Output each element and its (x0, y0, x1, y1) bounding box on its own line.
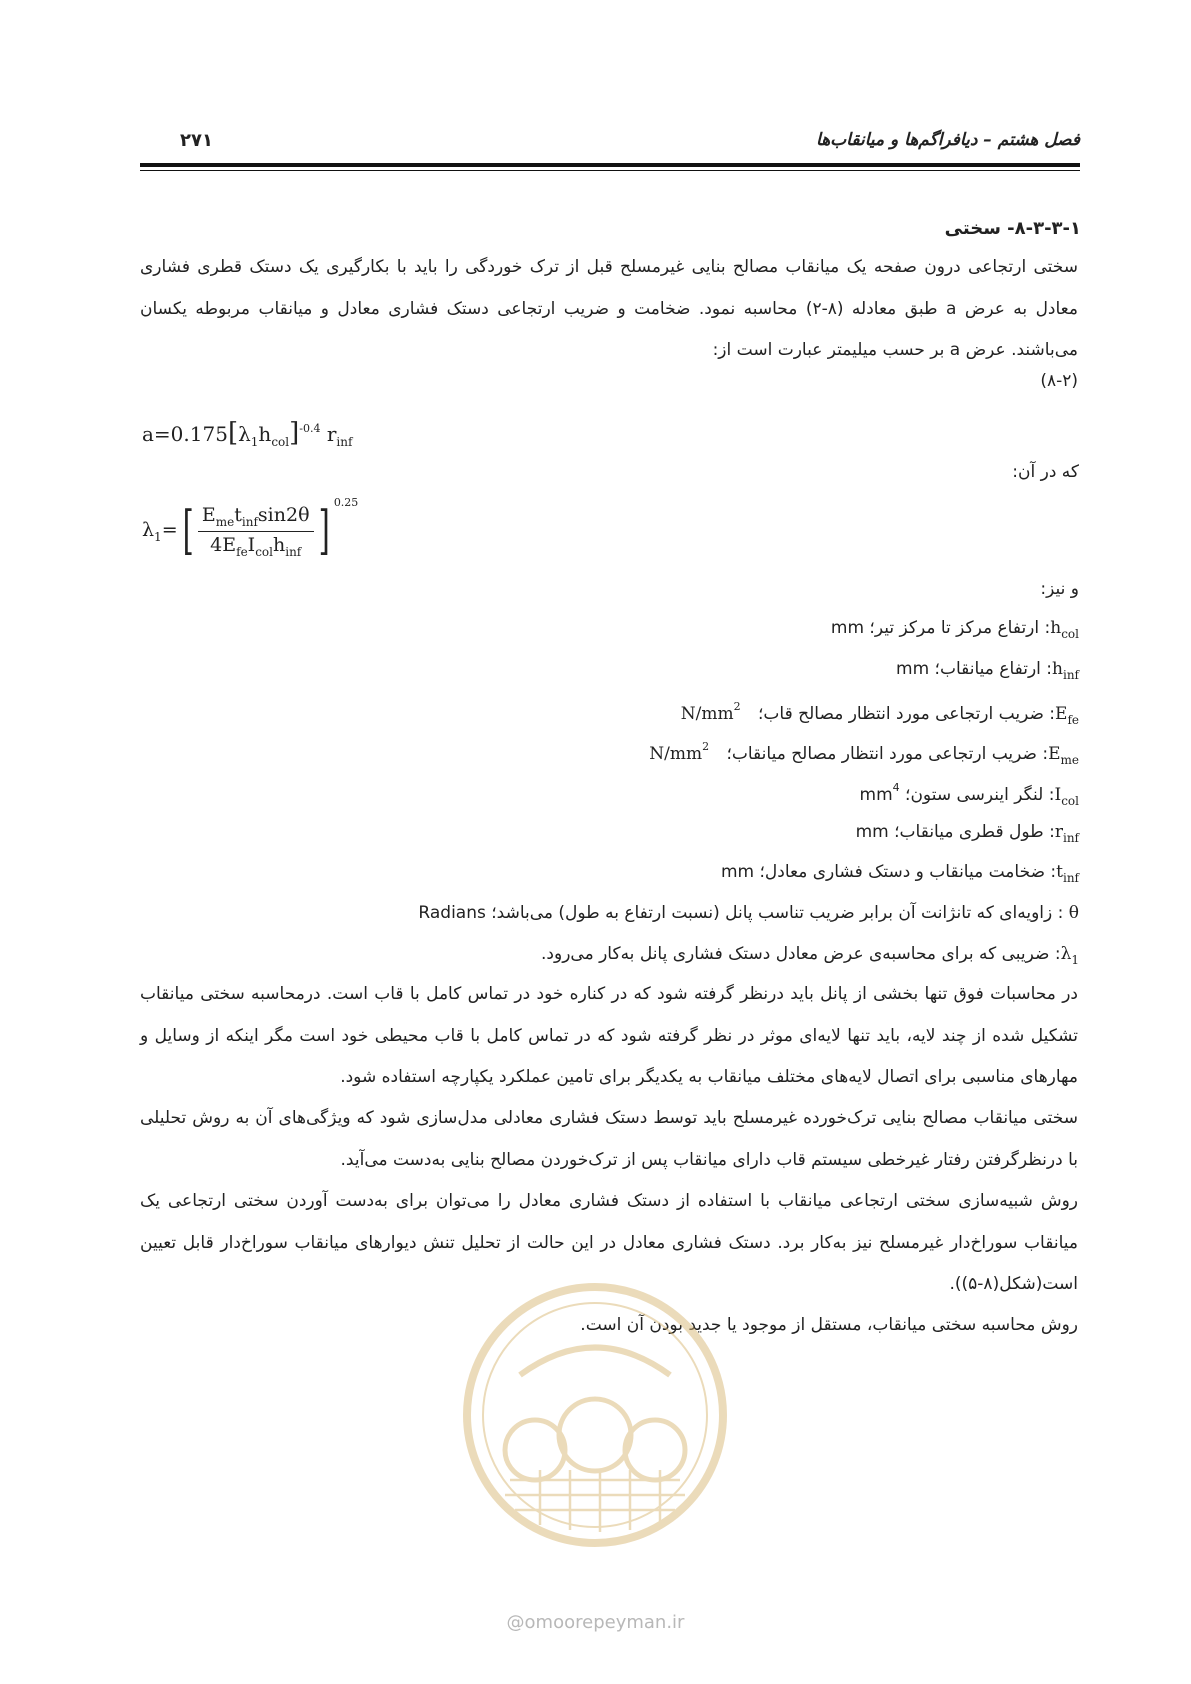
paragraph-effective-layer: در محاسبات فوق تنها بخشی از پانل باید درنظر گرفته شود که در کناره خود در تماس کامل با قاب است. درمحاسبه سختی میانقاب تشکیل شده از چند لایه، باید تنها لایه‌ای موثر در نظر گرفته شود که در تماس کامل با قاب محیطی خود است مگر اینکه از وسایل و مهارهای مناسبی برای اتصال لایه‌های مختلف میانقاب به یکدیگر برای تامین عملکرد یکپارچه استفاده شود. (140, 984, 1078, 1087)
def-theta (418, 903, 1079, 923)
eq2-equals: = (161, 519, 178, 541)
paragraph-perforated: روش شبیه‌سازی سختی ارتجاعی میانقاب با استفاده از دستک فشاری معادل را می‌توان برای به‌دست آوردن سختی ارتجاعی یک میانقاب سوراخ‌دار غیرمسلح نیز به‌کار برد. دستک فشاری معادل در این حالت از تحلیل تنش دیوارهای میانقاب سوراخ‌دار قابل تعیین است(شکل(۸-۵)). (140, 1191, 1078, 1294)
def-e-fe-symbol: E (1055, 704, 1068, 724)
eq1-lambda: λ (238, 422, 251, 446)
eq2-lambda: λ (142, 519, 155, 541)
def-i-col (860, 781, 1079, 808)
def-h-col (831, 618, 1079, 641)
def-theta-symbol: θ (1068, 903, 1079, 923)
def-h-col-symbol: h (1050, 618, 1062, 638)
def-t-inf-symbol: t (1056, 862, 1063, 882)
eq2-num-t: t (234, 503, 242, 526)
def-i-col-symbol: I (1054, 785, 1062, 805)
eq2-den-i: I (247, 533, 256, 556)
eq1-r: r (326, 422, 337, 446)
def-e-fe-unit-sup: 2 (733, 700, 741, 713)
def-h-inf (896, 659, 1079, 682)
def-h-inf-sub: inf (1062, 668, 1079, 682)
def-e-fe (681, 700, 1079, 727)
paragraph-intro: سختی ارتجاعی درون صفحه یک میانقاب مصالح بنایی غیرمسلح قبل از ترک خوردگی را باید با بکارگیری یک دستک قطری فشاری معادل به عرض a طبق معادله (۸-۲) محاسبه نمود. ضخامت و ضریب ارتجاعی دستک فشاری معادل و میانقاب مربوطه یکسان می‌باشند. عرض a بر حسب میلیمتر عبارت است از: (140, 257, 1078, 360)
also-text: و نیز: (1040, 579, 1079, 599)
eq1-exponent: -0.4 (299, 422, 321, 435)
eq2-lambda-sub: 1 (154, 530, 162, 544)
def-r-inf-sub: inf (1062, 831, 1079, 845)
def-h-inf-symbol: h (1052, 659, 1063, 679)
eq2-den-e-sub: fe (236, 544, 248, 559)
page-number: ۲۷۱ (180, 130, 213, 151)
def-e-me (649, 740, 1079, 767)
def-e-me-unit (649, 740, 710, 764)
def-i-col-sub: col (1061, 794, 1079, 808)
eq2-num-sin: sin2θ (257, 503, 310, 526)
eq2-num-t-sub: inf (241, 514, 258, 529)
def-i-col-unit-sup: 4 (892, 781, 900, 794)
section-heading: ۸-۳-۳-۱- سختی (944, 218, 1081, 239)
eq2-num-e: E (201, 503, 216, 526)
def-t-inf-text: : ضخامت میانقاب و دستک فشاری معادل؛ mm (720, 862, 1057, 882)
def-r-inf-symbol: r (1054, 822, 1063, 842)
eq2-exponent: 0.25 (333, 496, 359, 509)
paragraph-cracked: سختی میانقاب مصالح بنایی ترک‌خورده غیرمسلح باید توسط دستک فشاری معادلی مدل‌سازی شود که ویژگی‌های آن به روش تحلیلی با درنظرگرفتن رفتار غیرخطی سیستم قاب دارای میانقاب پس از ترک‌خوردن مصالح بنایی به‌دست می‌آید. (140, 1108, 1078, 1170)
eq1-r-sub: inf (336, 435, 353, 449)
eq2-den-h-sub: inf (285, 544, 302, 559)
def-e-me-symbol: E (1048, 744, 1061, 764)
def-lambda (541, 944, 1079, 967)
def-t-inf-sub: inf (1062, 871, 1079, 885)
def-e-me-unit-base: N/mm (649, 744, 703, 764)
eq2-den-4e: 4E (210, 533, 237, 556)
def-h-col-text: : ارتفاع مرکز تا مرکز تیر؛ mm (830, 618, 1051, 638)
watermark-site: @omoorepeyman.ir (506, 1612, 685, 1633)
def-e-me-sub: me (1060, 753, 1079, 767)
eq1-h: h (258, 422, 272, 446)
equation-number: (۸-۲) (1040, 371, 1078, 391)
chapter-title: فصل هشتم – دیافراگم‌ها و میانقاب‌ها (816, 130, 1080, 150)
watermark-logo (460, 1280, 730, 1550)
def-e-fe-unit-base: N/mm (680, 704, 734, 724)
def-i-col-text: : لنگر اینرسی ستون؛ mm (859, 785, 1055, 805)
def-t-inf (721, 862, 1079, 885)
def-theta-text: : زاویه‌ای که تانژانت آن برابر ضریب تناسب پانل (نسبت ارتفاع به طول) می‌باشد؛ Radians (418, 903, 1069, 923)
def-h-inf-text: : ارتفاع میانقاب؛ mm (896, 659, 1053, 679)
equation-lambda: $\lambda_1=$[ $\frac{E_{me}t_{inf}\sin 2\theta}{4E_{fe}I_{col}h_{inf}}$ ] $^{0.25}$ (142, 496, 359, 561)
def-e-fe-text: : ضریب ارتجاعی مورد انتظار مصالح قاب؛ (758, 704, 1056, 724)
def-r-inf-text: : طول قطری میانقاب؛ mm (855, 822, 1055, 842)
eq2-fraction (198, 504, 314, 559)
eq1-lambda-sub: 1 (250, 435, 259, 449)
paragraph-independence: روش محاسبه سختی میانقاب، مستقل از موجود یا جدید بودن آن است. (580, 1315, 1078, 1335)
header-rule-thick (140, 163, 1080, 167)
eq2-den-h: h (272, 533, 286, 556)
def-lambda-sub: 1 (1071, 953, 1079, 967)
def-e-fe-unit (680, 700, 741, 724)
equation-width-a: $a=0.175[\lambda_1h_{col}]^{-0.4}$ $r_{inf}$ (142, 418, 353, 449)
def-r-inf (856, 822, 1079, 845)
def-e-me-text: : ضریب ارتجاعی مورد انتظار مصالح میانقاب؛ (726, 744, 1049, 764)
eq2-den-i-sub: col (255, 544, 273, 559)
def-lambda-symbol: λ (1060, 944, 1072, 964)
def-e-me-unit-sup: 2 (702, 740, 710, 753)
eq1-h-sub: col (271, 435, 290, 449)
def-lambda-text: : ضریبی که برای محاسبه‌ی عرض معادل دستک فشاری پانل به‌کار می‌رود. (541, 944, 1061, 964)
page-header (140, 130, 1080, 162)
def-h-col-sub: col (1061, 627, 1079, 641)
where-text: که در آن: (1012, 462, 1079, 482)
eq1-lhs: a=0.175 (142, 422, 228, 446)
header-rule-thin (140, 170, 1080, 171)
def-e-fe-sub: fe (1067, 713, 1079, 727)
eq2-num-e-sub: me (215, 514, 235, 529)
